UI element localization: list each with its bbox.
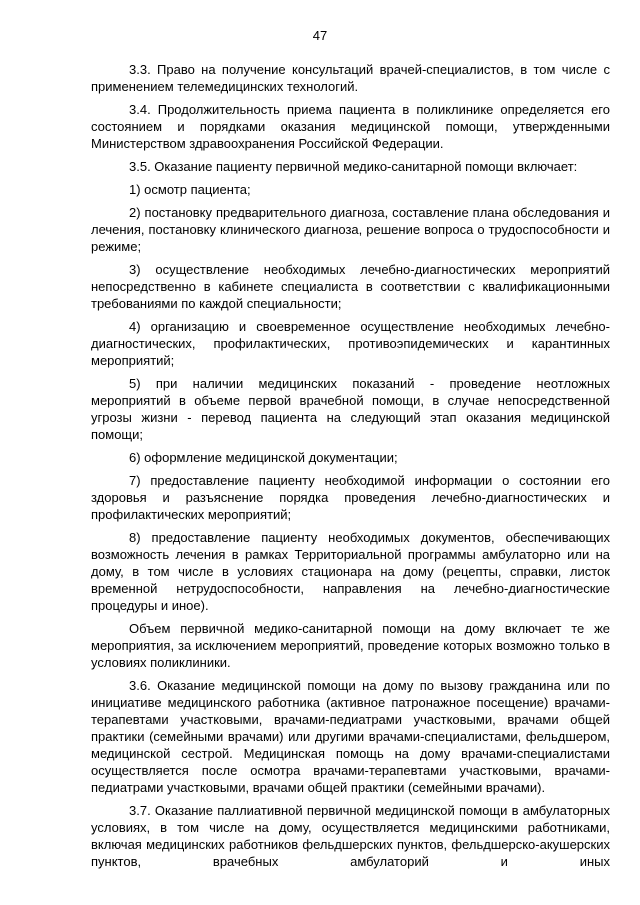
paragraph-home-care-scope: Объем первичной медико-санитарной помощи на дому включает те же мероприятия, за исключением мероприятий, проведение которых возможно только в условиях поликлиники.: [91, 621, 610, 670]
list-item-1: 1) осмотр пациента;: [129, 182, 251, 197]
list-item-2: 2) постановку предварительного диагноза, составление плана обследования и лечения, постановку клинического диагноза, решение вопроса о трудоспособности и режиме;: [91, 205, 610, 254]
list-item-5: 5) при наличии медицинских показаний - проведение неотложных мероприятий в объеме первой врачебной помощи, в случае непосредственной угрозы жизни - перевод пациента на следующий этап оказания медицинской помощи;: [91, 376, 610, 442]
list-item-6: 6) оформление медицинской документации;: [129, 450, 398, 465]
paragraph-3-3: 3.3. Право на получение консультаций врачей-специалистов, в том числе с применением телемедицинских технологий.: [91, 62, 610, 94]
list-item-3: 3) осуществление необходимых лечебно-диагностических мероприятий непосредственно в кабинете специалиста в соответствии с квалификационными требованиями по каждой специальности;: [91, 262, 610, 311]
page-number: 47: [312, 28, 328, 43]
list-item-7: 7) предоставление пациенту необходимой информации о состоянии его здоровья и разъяснение порядка проведения лечебно-диагностических и профилактических мероприятий;: [91, 473, 610, 522]
document-body: [91, 61, 610, 876]
paragraph-3-6: 3.6. Оказание медицинской помощи на дому по вызову гражданина или по инициативе медицинского работника (активное патронажное посещение) врачами-терапевтами участковыми, врачами-педиатрами участковыми, врачами общей практики (семейными врачами) или другими врачами-специалистами, фельдшером, медицинской сестрой. Медицинская помощь на дому врачами-специалистами осуществляется после осмотра врачами-терапевтами участковыми, врачами-педиатрами участковыми, врачами общей практики (семейными врачами).: [91, 678, 610, 795]
paragraph-3-7: 3.7. Оказание паллиативной первичной медицинской помощи в амбулаторных условиях, в том числе на дому, осуществляется медицинскими работниками, включая медицинских работников фельдшерских пунктов, фельдшерско-акушерских пунктов, врачебных амбулаторий и иных: [91, 803, 610, 869]
paragraph-3-5: 3.5. Оказание пациенту первичной медико-санитарной помощи включает:: [129, 159, 578, 174]
list-item-4: 4) организацию и своевременное осуществление необходимых лечебно-диагностических, профилактических, противоэпидемических и карантинных мероприятий;: [91, 319, 610, 368]
list-item-8: 8) предоставление пациенту необходимых документов, обеспечивающих возможность лечения в рамках Территориальной программы амбулаторно или на дому, в том числе в условиях стационара на дому (рецепты, справки, листок временной нетрудоспособности, направления на лечебно-диагностические процедуры и иное).: [91, 530, 610, 613]
paragraph-3-4: 3.4. Продолжительность приема пациента в поликлинике определяется его состоянием и порядками оказания медицинской помощи, утвержденными Министерством здравоохранения Российской Федерации.: [91, 102, 610, 151]
